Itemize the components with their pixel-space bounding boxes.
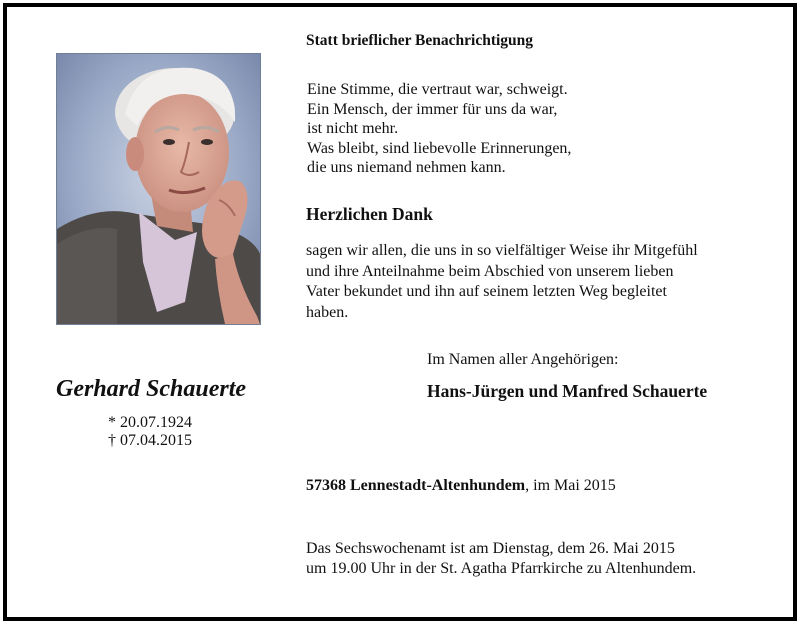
thanks-text: [306, 241, 698, 323]
location-place: 57368 Lennestadt-Altenhundem: [306, 477, 526, 494]
poem-line: Was bleibt, sind liebevolle Erinnerungen,: [307, 139, 572, 157]
location-date: , im Mai 2015: [525, 477, 616, 494]
location-line: [306, 477, 616, 495]
poem-line: die uns niemand nehmen kann.: [307, 159, 506, 177]
service-line: um 19.00 Uhr in der St. Agatha Pfarrkirche zu Altenhundem.: [306, 560, 697, 577]
notice-header: Statt brieflicher Benachrichtigung: [306, 32, 534, 49]
thanks-line: haben.: [306, 303, 349, 321]
thanks-line: sagen wir allen, die uns in so vielfältiger Weise ihr Mitgefühl: [306, 242, 698, 259]
thanks-line: und ihre Anteilnahme beim Abschied von unserem lieben: [306, 262, 674, 280]
signature-intro: Im Namen aller Angehörigen:: [427, 351, 619, 368]
poem-line: ist nicht mehr.: [307, 120, 399, 138]
thanks-line: Vater bekundet und ihn auf seinem letzten Weg begleitet: [306, 283, 667, 300]
thanks-heading: Herzlichen Dank: [306, 204, 433, 224]
poem-line: Eine Stimme, die vertraut war, schweigt.: [307, 81, 568, 98]
poem: [307, 80, 571, 178]
service-line: Das Sechswochenamt ist am Dienstag, dem 26. Mai 2015: [306, 540, 675, 557]
poem-line: Ein Mensch, der immer für uns da war,: [307, 100, 558, 118]
service-info: [306, 539, 696, 579]
death-date: † 07.04.2015: [108, 432, 192, 449]
deceased-name: Gerhard Schauerte: [56, 376, 247, 402]
birth-date: * 20.07.1924: [108, 414, 192, 431]
portrait-photo: [56, 53, 261, 325]
signature-names: Hans-Jürgen und Manfred Schauerte: [427, 381, 708, 401]
